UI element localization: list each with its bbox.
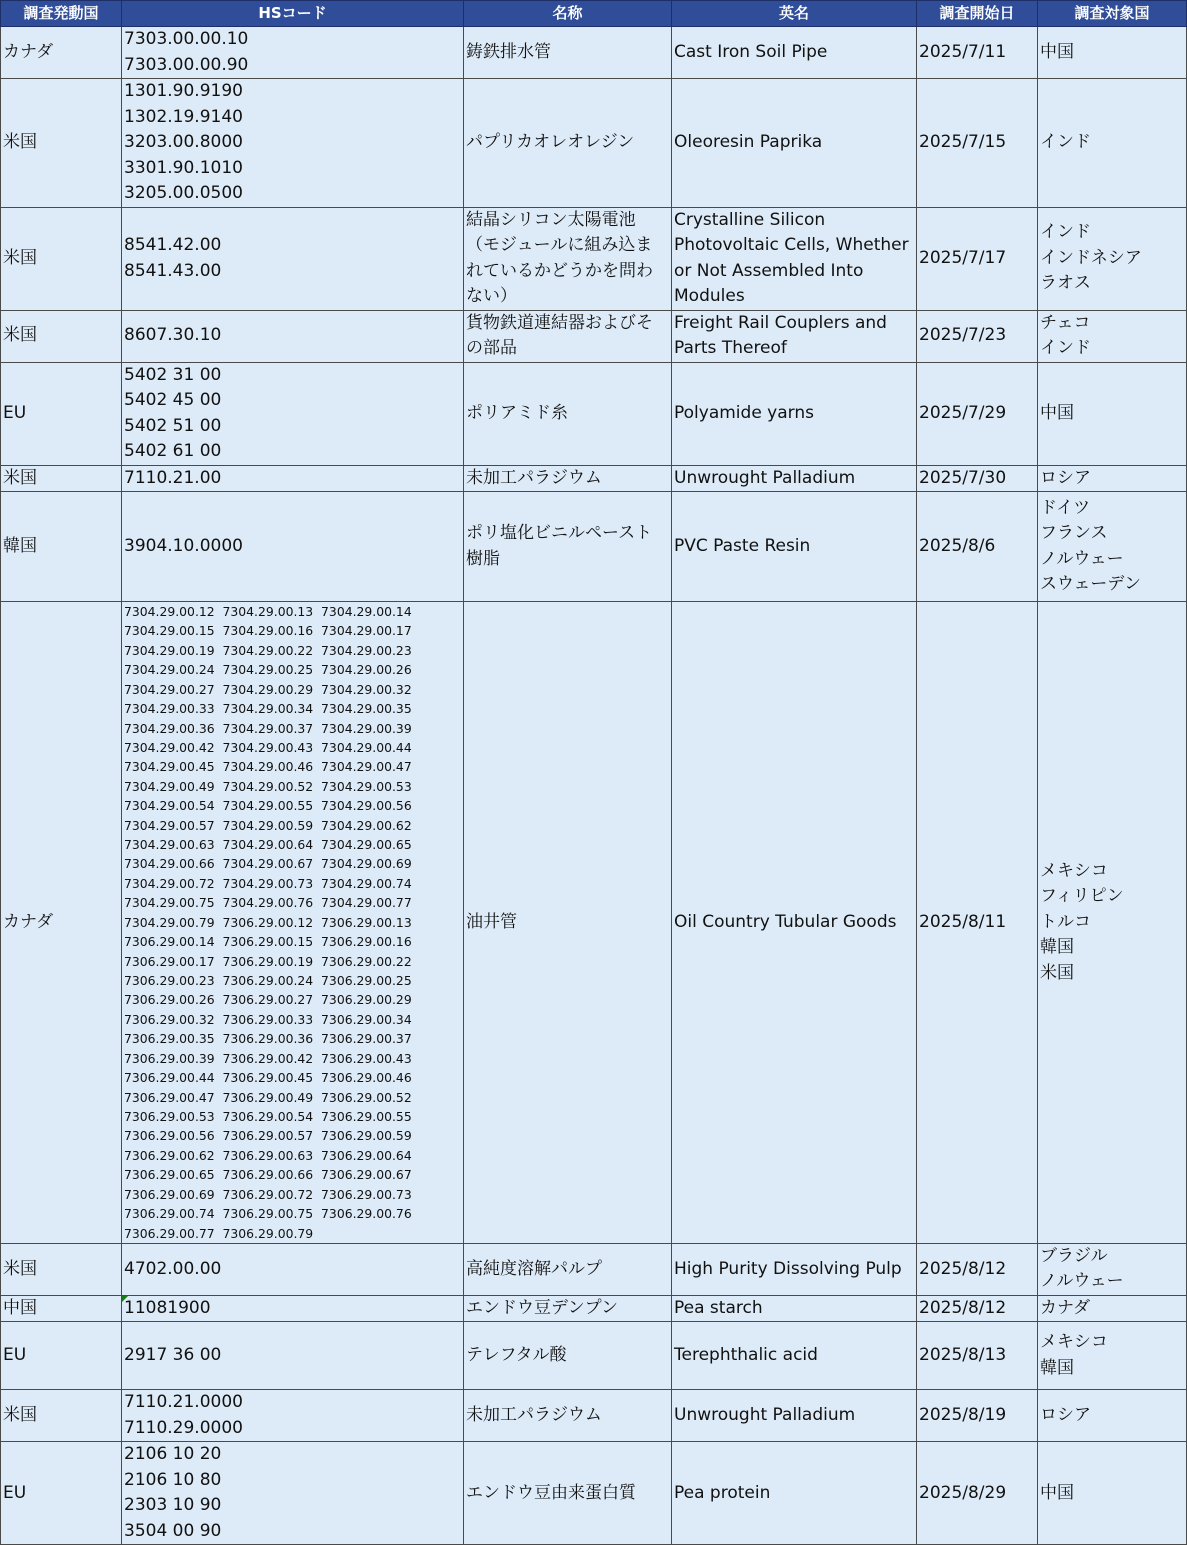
target-countries-cell: [1038, 1390, 1187, 1442]
hs-code-cell: [122, 602, 464, 1244]
hs-code: 7304.29.00.57 7304.29.00.59 7304.29.00.62: [124, 817, 412, 833]
start-date-cell: 2025/8/19: [917, 1390, 1038, 1442]
hs-code: 4702.00.00: [124, 1258, 222, 1279]
header-english-name: 英名: [672, 1, 917, 27]
hs-code: 7306.29.00.32 7306.29.00.33 7306.29.00.34: [124, 1011, 412, 1027]
name-cell: パプリカオレオレジン: [464, 79, 672, 208]
header-country: 調査発動国: [1, 1, 122, 27]
hs-code: 2106 10 80: [124, 1469, 222, 1490]
target-countries-cell: [1038, 362, 1187, 465]
target-country: メキシコ: [1040, 860, 1108, 881]
start-date-cell: 2025/8/6: [917, 492, 1038, 602]
target-country: 米国: [1040, 962, 1074, 983]
start-date-cell: 2025/7/23: [917, 310, 1038, 362]
target-country: インド: [1040, 338, 1091, 358]
table-row: [1, 1390, 1187, 1442]
hs-code: 7304.29.00.33 7304.29.00.34 7304.29.00.35: [124, 701, 412, 717]
header-row: [1, 1, 1187, 27]
hs-code: 1302.19.9140: [124, 106, 243, 127]
target-countries-cell: [1038, 1322, 1187, 1390]
hs-code: 7304.29.00.45 7304.29.00.46 7304.29.00.47: [124, 759, 412, 775]
english-name-cell: Oleoresin Paprika: [672, 79, 917, 208]
hs-code: 7306.29.00.26 7306.29.00.27 7306.29.00.29: [124, 992, 412, 1008]
table-row: [1, 362, 1187, 465]
table-row: [1, 602, 1187, 1244]
english-name-cell: PVC Paste Resin: [672, 492, 917, 602]
start-date-cell: 2025/8/12: [917, 1295, 1038, 1322]
header-name: 名称: [464, 1, 672, 27]
hs-code: 7306.29.00.17 7306.29.00.19 7306.29.00.22: [124, 953, 412, 969]
target-countries-cell: [1038, 79, 1187, 208]
hs-code: 7304.29.00.36 7304.29.00.37 7304.29.00.39: [124, 720, 412, 736]
target-country: ラオス: [1040, 273, 1091, 294]
country-cell: 米国: [1, 465, 122, 492]
target-country: トルコ: [1040, 911, 1091, 932]
name-cell: 結晶シリコン太陽電池（モジュールに組み込まれているかどうかを問わない）: [464, 207, 672, 310]
country-cell: カナダ: [1, 602, 122, 1244]
name-cell: 貨物鉄道連結器およびその部品: [464, 310, 672, 362]
table-body: [1, 27, 1187, 1545]
hs-code: 7306.29.00.39 7306.29.00.42 7306.29.00.43: [124, 1050, 412, 1066]
name-cell: ポリ塩化ビニルペースト樹脂: [464, 492, 672, 602]
hs-code: 7304.29.00.12 7304.29.00.13 7304.29.00.14: [124, 604, 412, 619]
hs-code: 2106 10 20: [124, 1444, 222, 1465]
target-country: チェコ: [1040, 312, 1091, 333]
target-countries-cell: [1038, 602, 1187, 1244]
hs-code: 5402 51 00: [124, 415, 222, 436]
name-cell: テレフタル酸: [464, 1322, 672, 1390]
english-name-cell: Oil Country Tubular Goods: [672, 602, 917, 1244]
hs-code-cell: [122, 207, 464, 310]
hs-code-cell: [122, 79, 464, 208]
english-name-cell: Crystalline Silicon Photovoltaic Cells, Whether or Not Assembled Into Modules: [672, 207, 917, 310]
start-date-cell: 2025/7/29: [917, 362, 1038, 465]
hs-code: 1301.90.9190: [124, 81, 243, 101]
start-date-cell: 2025/8/12: [917, 1243, 1038, 1295]
target-country: インドネシア: [1040, 247, 1142, 268]
hs-code: 3904.10.0000: [124, 535, 243, 556]
english-name-cell: High Purity Dissolving Pulp: [672, 1243, 917, 1295]
hs-code-cell: [122, 1322, 464, 1390]
target-countries-cell: [1038, 27, 1187, 79]
start-date-cell: 2025/8/13: [917, 1322, 1038, 1390]
hs-code-cell: [122, 27, 464, 79]
table-row: [1, 492, 1187, 602]
hs-code: 7110.21.0000: [124, 1392, 243, 1413]
country-cell: EU: [1, 1322, 122, 1390]
start-date-cell: 2025/7/30: [917, 465, 1038, 492]
hs-code-cell: [122, 465, 464, 492]
hs-code: 2917 36 00: [124, 1345, 222, 1366]
target-countries-cell: [1038, 1442, 1187, 1545]
hs-code: 3205.00.0500: [124, 183, 243, 203]
english-name-cell: Unwrought Palladium: [672, 1390, 917, 1442]
start-date-cell: 2025/8/29: [917, 1442, 1038, 1545]
start-date-cell: 2025/7/17: [917, 207, 1038, 310]
hs-code: 7306.29.00.14 7306.29.00.15 7306.29.00.16: [124, 934, 412, 950]
start-date-cell: 2025/7/11: [917, 27, 1038, 79]
hs-code: 7304.29.00.24 7304.29.00.25 7304.29.00.26: [124, 662, 412, 678]
hs-code: 5402 31 00: [124, 364, 222, 385]
hs-code: 7306.29.00.62 7306.29.00.63 7306.29.00.64: [124, 1147, 412, 1163]
hs-code-cell: [122, 1442, 464, 1545]
hs-code: 8541.43.00: [124, 260, 222, 281]
target-country: 中国: [1040, 41, 1074, 62]
table-row: [1, 1295, 1187, 1322]
hs-code: 3504 00 90: [124, 1520, 222, 1541]
hs-code: 7306.29.00.69 7306.29.00.72 7306.29.00.73: [124, 1186, 412, 1202]
country-cell: カナダ: [1, 27, 122, 79]
hs-code: 2303 10 90: [124, 1495, 222, 1516]
hs-code: 7304.29.00.79 7306.29.00.12 7306.29.00.13: [124, 914, 412, 930]
table-row: [1, 27, 1187, 79]
target-country: ロシア: [1040, 467, 1091, 488]
english-name-cell: Freight Rail Couplers and Parts Thereof: [672, 310, 917, 362]
start-date-cell: 2025/7/15: [917, 79, 1038, 208]
target-countries-cell: [1038, 492, 1187, 602]
hs-code: 7306.29.00.56 7306.29.00.57 7306.29.00.59: [124, 1128, 412, 1144]
target-country: スウェーデン: [1040, 574, 1141, 594]
hs-code-cell: [122, 362, 464, 465]
target-country: ノルウェー: [1040, 1271, 1124, 1292]
name-cell: 未加工パラジウム: [464, 465, 672, 492]
table-row: [1, 465, 1187, 492]
hs-code: 11081900: [124, 1297, 211, 1318]
target-country: 韓国: [1040, 1357, 1074, 1378]
hs-code: 5402 61 00: [124, 441, 222, 461]
english-name-cell: Polyamide yarns: [672, 362, 917, 465]
hs-code: 7304.29.00.54 7304.29.00.55 7304.29.00.56: [124, 798, 412, 814]
hs-code: 3301.90.1010: [124, 157, 243, 178]
hs-code: 8607.30.10: [124, 325, 222, 346]
hs-code: 7304.29.00.72 7304.29.00.73 7304.29.00.74: [124, 875, 412, 891]
target-country: ロシア: [1040, 1405, 1091, 1426]
country-cell: EU: [1, 362, 122, 465]
target-country: ノルウェー: [1040, 548, 1124, 569]
hs-code: 7306.29.00.44 7306.29.00.45 7306.29.00.46: [124, 1070, 412, 1086]
english-name-cell: Pea protein: [672, 1442, 917, 1545]
hs-code-cell: [122, 1390, 464, 1442]
hs-code: 8541.42.00: [124, 235, 222, 255]
target-country: インド: [1040, 222, 1091, 243]
start-date-cell: 2025/8/11: [917, 602, 1038, 1244]
hs-code-cell: [122, 310, 464, 362]
hs-code: 7306.29.00.35 7306.29.00.36 7306.29.00.37: [124, 1031, 412, 1047]
target-countries-cell: [1038, 310, 1187, 362]
name-cell: エンドウ豆デンプン: [464, 1295, 672, 1322]
header-start-date: 調査開始日: [917, 1, 1038, 27]
country-cell: 米国: [1, 79, 122, 208]
hs-code-cell: [122, 492, 464, 602]
hs-code-cell: [122, 1243, 464, 1295]
table-row: [1, 79, 1187, 208]
country-cell: 韓国: [1, 492, 122, 602]
hs-code: 3203.00.8000: [124, 132, 243, 152]
table-row: [1, 207, 1187, 310]
country-cell: 米国: [1, 1243, 122, 1295]
hs-code: 5402 45 00: [124, 390, 222, 410]
country-cell: 中国: [1, 1295, 122, 1322]
target-countries-cell: [1038, 465, 1187, 492]
target-countries-cell: [1038, 1295, 1187, 1322]
hs-code: 7110.29.0000: [124, 1417, 243, 1438]
hs-code: 7306.29.00.23 7306.29.00.24 7306.29.00.25: [124, 973, 412, 989]
header-hs-code: HSコード: [122, 1, 464, 27]
hs-code: 7306.29.00.74 7306.29.00.75 7306.29.00.76: [124, 1206, 412, 1222]
hs-code: 7304.29.00.42 7304.29.00.43 7304.29.00.44: [124, 739, 412, 755]
hs-code: 7304.29.00.75 7304.29.00.76 7304.29.00.77: [124, 895, 412, 911]
hs-code: 7306.29.00.53 7306.29.00.54 7306.29.00.55: [124, 1108, 412, 1124]
target-countries-cell: [1038, 207, 1187, 310]
table-row: [1, 1243, 1187, 1295]
name-cell: エンドウ豆由来蛋白質: [464, 1442, 672, 1545]
country-cell: 米国: [1, 1390, 122, 1442]
english-name-cell: Pea starch: [672, 1295, 917, 1322]
name-cell: 鋳鉄排水管: [464, 27, 672, 79]
table-row: [1, 310, 1187, 362]
hs-code: 7304.29.00.27 7304.29.00.29 7304.29.00.32: [124, 681, 412, 697]
hs-code: 7304.29.00.63 7304.29.00.64 7304.29.00.65: [124, 837, 412, 853]
english-name-cell: Terephthalic acid: [672, 1322, 917, 1390]
hs-code: 7303.00.00.10: [124, 29, 249, 49]
name-cell: 高純度溶解パルプ: [464, 1243, 672, 1295]
country-cell: EU: [1, 1442, 122, 1545]
target-country: カナダ: [1040, 1297, 1091, 1318]
target-country: フィリピン: [1040, 886, 1124, 907]
target-country: 中国: [1040, 1482, 1074, 1503]
table-row: [1, 1322, 1187, 1390]
target-countries-cell: [1038, 1243, 1187, 1295]
hs-code: 7110.21.00: [124, 467, 222, 488]
hs-code-cell: [122, 1295, 464, 1322]
target-country: メキシコ: [1040, 1332, 1108, 1353]
country-cell: 米国: [1, 310, 122, 362]
target-country: フランス: [1040, 523, 1108, 543]
hs-code: 7304.29.00.66 7304.29.00.67 7304.29.00.69: [124, 856, 412, 872]
english-name-cell: Unwrought Palladium: [672, 465, 917, 492]
target-country: ブラジル: [1040, 1245, 1108, 1266]
hs-code: 7306.29.00.77 7306.29.00.79: [124, 1225, 314, 1241]
hs-code: 7304.29.00.15 7304.29.00.16 7304.29.00.17: [124, 623, 412, 639]
name-cell: ポリアミド糸: [464, 362, 672, 465]
table-row: [1, 1442, 1187, 1545]
header-target-countries: 調査対象国: [1038, 1, 1187, 27]
target-country: 韓国: [1040, 937, 1074, 958]
hs-code: 7306.29.00.65 7306.29.00.66 7306.29.00.67: [124, 1167, 412, 1183]
target-country: 中国: [1040, 402, 1074, 423]
hs-code: 7306.29.00.47 7306.29.00.49 7306.29.00.52: [124, 1089, 412, 1105]
target-country: インド: [1040, 132, 1091, 152]
target-country: ドイツ: [1040, 497, 1091, 518]
hs-code: 7304.29.00.19 7304.29.00.22 7304.29.00.23: [124, 642, 412, 658]
name-cell: 未加工パラジウム: [464, 1390, 672, 1442]
country-cell: 米国: [1, 207, 122, 310]
hs-code: 7303.00.00.90: [124, 54, 249, 75]
english-name-cell: Cast Iron Soil Pipe: [672, 27, 917, 79]
hs-code: 7304.29.00.49 7304.29.00.52 7304.29.00.53: [124, 778, 412, 794]
name-cell: 油井管: [464, 602, 672, 1244]
